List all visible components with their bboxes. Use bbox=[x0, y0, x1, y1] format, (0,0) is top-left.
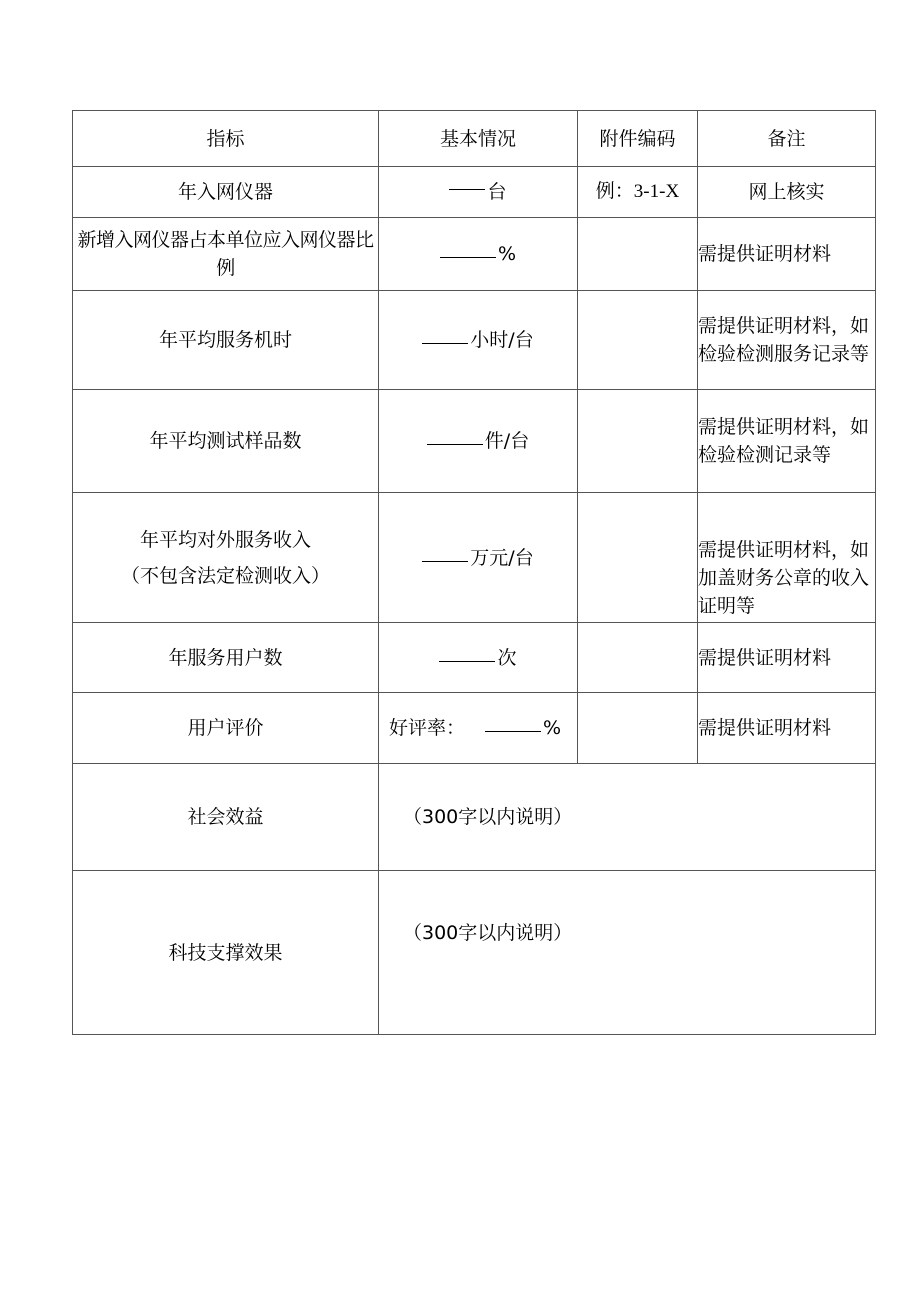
table-row bbox=[73, 871, 876, 1035]
description-cell[interactable]: （300字以内说明） bbox=[379, 764, 876, 871]
indicator-cell: 新增入网仪器占本单位应入网仪器比例 bbox=[73, 218, 379, 291]
indicator-cell bbox=[73, 493, 379, 623]
indicator-cell: 年入网仪器 bbox=[73, 167, 379, 218]
attachment-cell[interactable] bbox=[578, 390, 698, 493]
table-row bbox=[73, 623, 876, 693]
header-row bbox=[73, 111, 876, 167]
indicator-cell: 科技支撑效果 bbox=[73, 871, 379, 1035]
header-basic-situation: 基本情况 bbox=[379, 111, 578, 167]
indicator-cell: 社会效益 bbox=[73, 764, 379, 871]
unit-label: 万元/台 bbox=[470, 546, 534, 569]
value-cell[interactable] bbox=[379, 291, 578, 390]
unit-label: 件/台 bbox=[484, 430, 530, 452]
attachment-cell[interactable] bbox=[578, 623, 698, 693]
fill-blank bbox=[427, 443, 483, 445]
indicator-cell: 年平均测试样品数 bbox=[73, 390, 379, 493]
indicator-note: （不包含法定检测收入） bbox=[120, 564, 330, 587]
table-row bbox=[73, 693, 876, 764]
table-row bbox=[73, 167, 876, 218]
unit-label: 台 bbox=[487, 181, 507, 203]
value-cell[interactable] bbox=[379, 390, 578, 493]
fill-blank bbox=[485, 730, 541, 732]
value-cell[interactable] bbox=[379, 693, 578, 764]
attachment-cell[interactable] bbox=[578, 693, 698, 764]
attachment-cell[interactable]: 例：3-1-X bbox=[578, 167, 698, 218]
remark-cell: 网上核实 bbox=[698, 167, 876, 218]
unit-label: 次 bbox=[497, 646, 517, 669]
table-row bbox=[73, 764, 876, 871]
description-cell[interactable]: （300字以内说明） bbox=[379, 871, 876, 1035]
value-cell[interactable] bbox=[379, 493, 578, 623]
fill-blank bbox=[439, 660, 495, 662]
fill-blank bbox=[422, 560, 468, 562]
attachment-cell[interactable] bbox=[578, 291, 698, 390]
remark-cell: 需提供证明材料 bbox=[698, 218, 876, 291]
table-row bbox=[73, 218, 876, 291]
table-row bbox=[73, 493, 876, 623]
unit-label: 小时/台 bbox=[470, 329, 534, 351]
indicator-label: 年平均对外服务收入 bbox=[139, 528, 311, 551]
remark-cell: 需提供证明材料 bbox=[698, 693, 876, 764]
remark-cell: 需提供证明材料，如检验检测服务记录等 bbox=[698, 291, 876, 390]
header-attachment-code: 附件编码 bbox=[578, 111, 698, 167]
header-indicator: 指标 bbox=[73, 111, 379, 167]
value-prefix: 好评率： bbox=[389, 717, 466, 739]
indicator-cell: 年服务用户数 bbox=[73, 623, 379, 693]
table-row bbox=[73, 291, 876, 390]
indicator-cell: 年平均服务机时 bbox=[73, 291, 379, 390]
unit-label: % bbox=[543, 717, 562, 739]
fill-blank bbox=[422, 342, 468, 344]
attachment-cell[interactable] bbox=[578, 218, 698, 291]
table-row bbox=[73, 390, 876, 493]
remark-cell: 需提供证明材料，如加盖财务公章的收入证明等 bbox=[698, 493, 876, 623]
indicator-cell: 用户评价 bbox=[73, 693, 379, 764]
unit-label: % bbox=[497, 243, 517, 265]
value-cell[interactable] bbox=[379, 623, 578, 693]
indicator-table bbox=[72, 110, 876, 1035]
fill-blank bbox=[449, 188, 485, 190]
header-remark: 备注 bbox=[698, 111, 876, 167]
remark-cell: 需提供证明材料 bbox=[698, 623, 876, 693]
fill-blank bbox=[440, 256, 496, 258]
value-cell[interactable] bbox=[379, 218, 578, 291]
attachment-cell[interactable] bbox=[578, 493, 698, 623]
value-cell[interactable] bbox=[379, 167, 578, 218]
remark-cell: 需提供证明材料，如检验检测记录等 bbox=[698, 390, 876, 493]
